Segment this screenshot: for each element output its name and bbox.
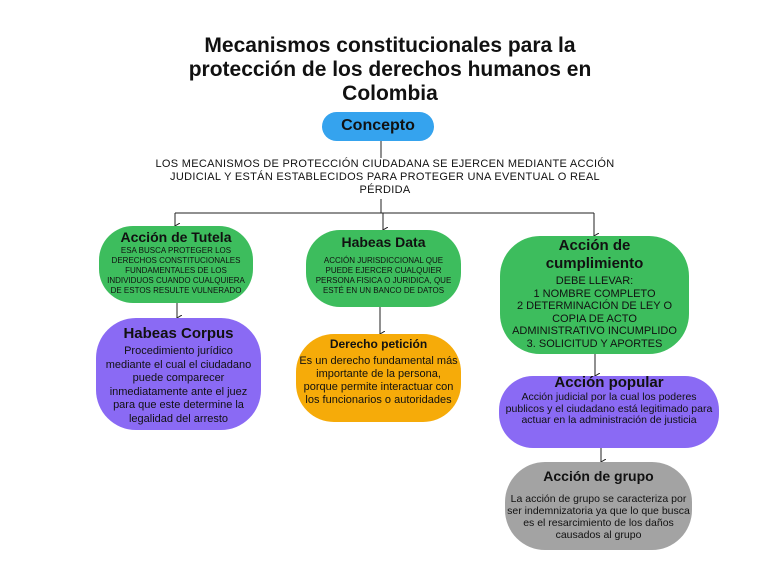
- node-accion-cumplimiento-line-1: DEBE LLEVAR:: [555, 275, 634, 287]
- node-accion-tutela-text: ESA BUSCA PROTEGER LOS DERECHOS CONSTITUCIONALES FUNDAMENTALES DE LOS INDIVIDUOS CUANDO CUALQUIERA DE ESTOS RESULTE VULNERADO: [107, 246, 245, 295]
- node-concepto: [322, 112, 434, 141]
- node-accion-tutela: [99, 226, 253, 303]
- node-accion-grupo-title: Acción de grupo: [543, 468, 654, 484]
- node-derecho-peticion-text: Es un derecho fundamental más importante de la persona, porque permite interactuar con los funcionarios o autoridades: [299, 355, 458, 406]
- node-accion-cumplimiento-line-2: 1 NOMBRE COMPLETO: [533, 287, 656, 300]
- node-habeas-corpus-title: Habeas Corpus: [123, 325, 234, 342]
- node-accion-cumplimiento-line-4: 3. SOLICITUD Y APORTES: [526, 337, 663, 350]
- node-derecho-peticion: [296, 334, 461, 422]
- node-accion-popular-text: Acción judicial por la cual los poderes publicos y el ciudadano está legitimado para actuar en la administración de justicia: [505, 391, 713, 426]
- node-derecho-peticion-title: Derecho petición: [329, 337, 428, 351]
- concepto-text: LOS MECANISMOS DE PROTECCIÓN CIUDADANA SE EJERCEN MEDIANTE ACCIÓN JUDICIAL Y ESTÁN ESTABLECIDOS PARA PROTEGER UNA EVENTUAL O REAL PÉRDIDA: [155, 158, 615, 196]
- node-habeas-corpus-text: Procedimiento jurídico mediante el cual el ciudadano puede comparecer inmediatamente ante el juez para que este determine la legalidad del arresto: [105, 345, 252, 425]
- node-accion-cumplimiento: [500, 236, 689, 354]
- node-accion-cumplimiento-title: Acción de cumplimiento: [545, 237, 644, 272]
- node-habeas-data: [306, 230, 461, 307]
- diagram-title: Mecanismos constitucionales para la protección de los derechos humanos en Colombia: [188, 34, 592, 105]
- node-accion-popular-title: Acción popular: [554, 376, 664, 391]
- node-habeas-data-title: Habeas Data: [341, 234, 426, 250]
- node-accion-popular: [499, 376, 719, 448]
- node-accion-tutela-title: Acción de Tutela: [120, 229, 232, 245]
- node-accion-grupo: [505, 462, 692, 550]
- node-accion-grupo-text: La acción de grupo se caracteriza por ser indemnizatoria ya que lo que busca es el resarcimiento de los daños causados al grupo: [507, 493, 690, 541]
- node-habeas-corpus: [96, 318, 261, 430]
- node-habeas-data-text: ACCIÓN JURISDICCIONAL QUE PUEDE EJERCER CUALQUIER PERSONA FISICA O JURIDICA, QUE ESTÉ EN UN BANCO DE DATOS: [315, 256, 452, 295]
- node-accion-cumplimiento-line-3: 2 DETERMINACIÓN DE LEY O COPIA DE ACTO ADMINISTRATIVO INCUMPLIDO: [512, 300, 677, 337]
- node-concepto-title: Concepto: [341, 117, 415, 134]
